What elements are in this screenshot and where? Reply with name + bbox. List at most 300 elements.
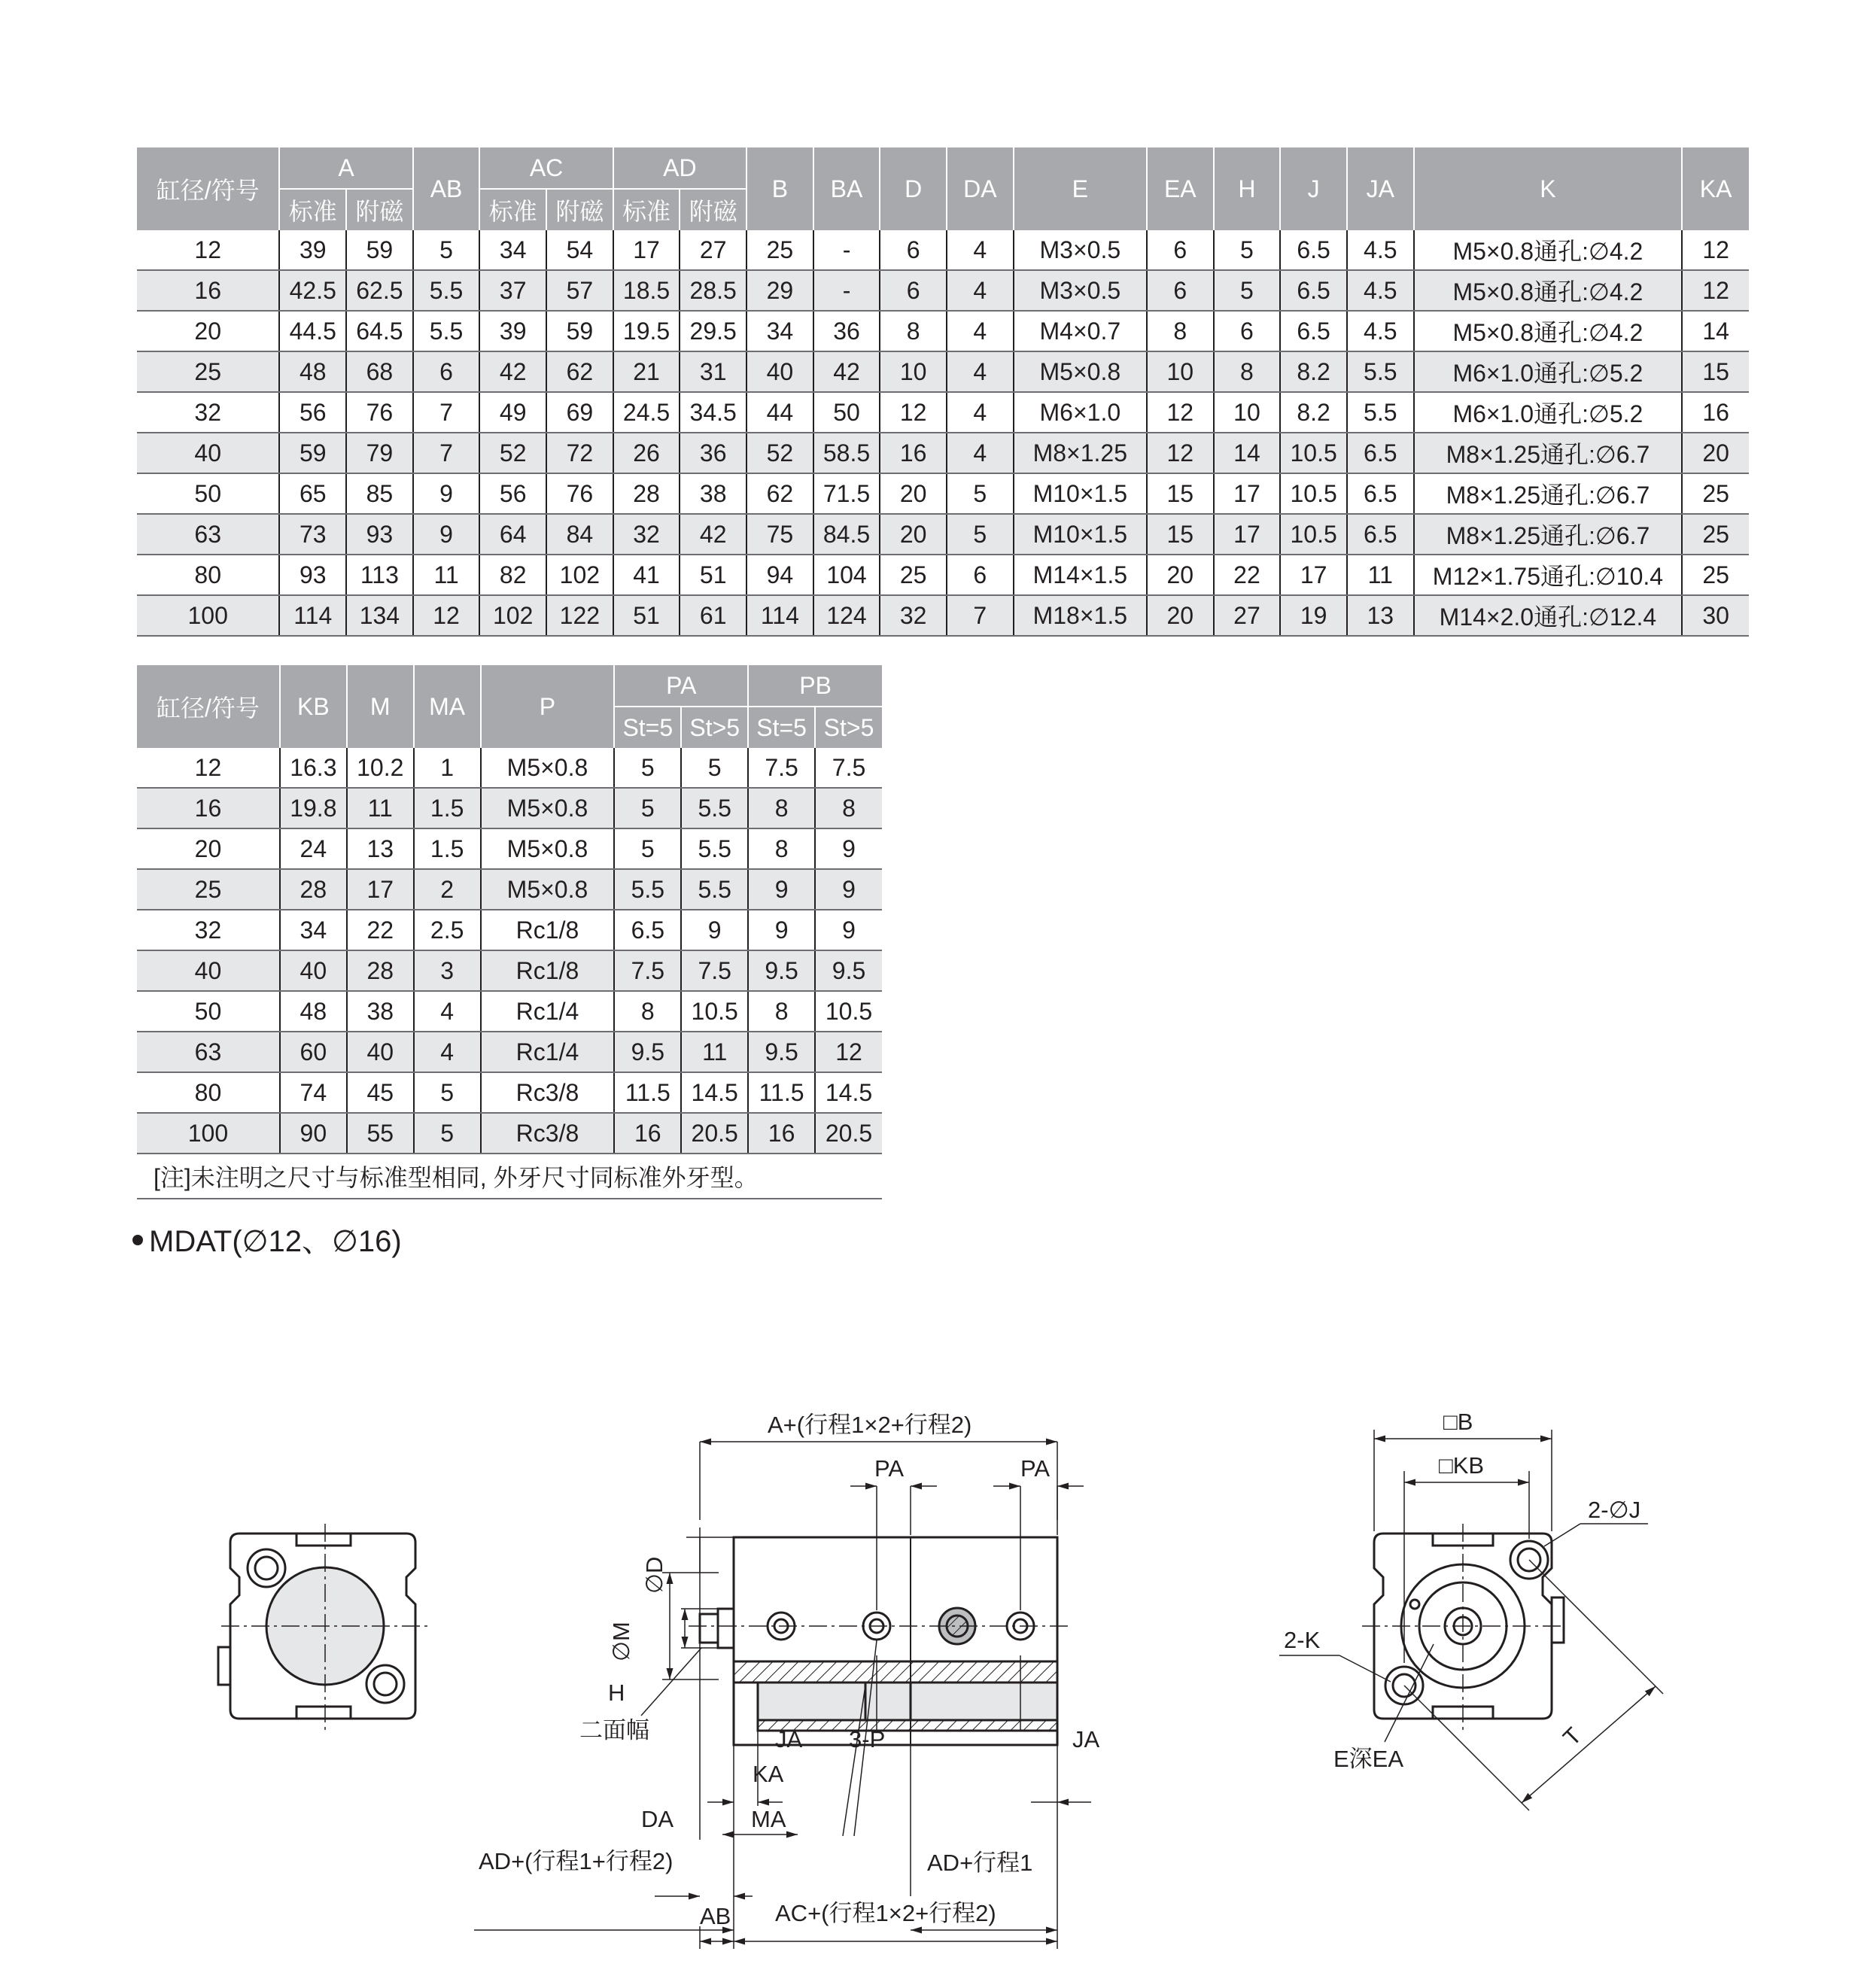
table-cell: M12×1.75通孔:∅10.4 [1414,555,1683,595]
label-ad-left: AD+(行程1+行程2) [479,1848,674,1874]
header-H: H [1214,147,1281,230]
table-cell: 8.2 [1280,351,1347,392]
table-cell: Rc1/8 [481,910,615,950]
table-row [137,595,1749,636]
table-cell: 6.5 [1280,270,1347,311]
table-cell: 5 [614,828,681,869]
table-1-header [137,147,1749,230]
table-cell: 6.5 [1347,433,1414,473]
table-cell: 7.5 [681,950,748,991]
table-row [137,869,882,910]
table-cell: 2.5 [414,910,481,950]
table-cell: 5 [614,788,681,828]
table-row [137,392,1749,433]
table-cell: 7.5 [614,950,681,991]
table-cell: 10 [1214,392,1281,433]
table-cell: 72 [546,433,613,473]
header-A-magnetic: 附磁 [346,189,413,230]
table-cell: 62 [546,351,613,392]
table-cell: 18.5 [613,270,680,311]
table-cell: 84.5 [813,514,880,555]
header-A: A [279,147,412,189]
table-cell: - [813,270,880,311]
bore-cell: 100 [137,1113,280,1154]
table-cell: 28 [613,473,680,514]
table-2-header [137,665,882,748]
table-cell: 6.5 [1280,230,1347,270]
table-cell: 65 [279,473,346,514]
table-cell: 69 [546,392,613,433]
label-kb-square: □KB [1439,1452,1485,1479]
table-cell: 24.5 [613,392,680,433]
table-note: [注]未注明之尺寸与标准型相同, 外牙尺寸同标准外牙型。 [137,1154,882,1199]
label-ma: MA [751,1806,786,1832]
table-cell: 15 [1147,514,1214,555]
table-cell: M5×0.8 [1014,351,1147,392]
label-ad-right: AD+行程1 [927,1850,1033,1876]
label-da: DA [641,1806,674,1832]
table-cell: 5 [414,1072,481,1113]
table-cell: 9.5 [614,1032,681,1072]
table-cell: 13 [1347,595,1414,636]
table-cell: 76 [346,392,413,433]
table-cell: M10×1.5 [1014,473,1147,514]
table-cell: 39 [279,230,346,270]
table-cell: 8 [880,311,947,351]
table-cell: 20.5 [681,1113,748,1154]
cylinder-drawing [0,1400,1867,1988]
table-cell: 5.5 [1347,392,1414,433]
table-cell: 20 [1147,555,1214,595]
table-cell: M5×0.8 [481,828,615,869]
table-cell: 9 [815,869,882,910]
table-cell: M6×1.0通孔:∅5.2 [1414,392,1683,433]
table-cell: 10 [880,351,947,392]
table-cell: 31 [680,351,746,392]
label-holes-k: 2-K [1284,1627,1321,1653]
header-AD: AD [613,147,746,189]
table-cell: 2 [414,869,481,910]
label-ac: AC+(行程1×2+行程2) [775,1900,996,1926]
table-cell: M3×0.5 [1014,270,1147,311]
table-cell: M6×1.0通孔:∅5.2 [1414,351,1683,392]
table-cell: 5.5 [1347,351,1414,392]
table-cell: 21 [613,351,680,392]
header-A-standard: 标准 [279,189,346,230]
table-cell: 93 [346,514,413,555]
table-cell: 6.5 [614,910,681,950]
table-cell: 52 [746,433,813,473]
table-cell: 9 [815,910,882,950]
header-BA: BA [813,147,880,230]
table-row [137,991,882,1032]
table-row [137,1113,882,1154]
table-cell: 12 [1147,392,1214,433]
label-ka: KA [753,1761,784,1787]
label-h: H [608,1679,625,1706]
header-AC: AC [479,147,613,189]
table-cell: 114 [746,595,813,636]
header-AD-standard: 标准 [613,189,680,230]
table-cell: 13 [347,828,414,869]
table-cell: 85 [346,473,413,514]
table-cell: 41 [613,555,680,595]
table-cell: 9 [815,828,882,869]
table-2-body [137,748,882,1154]
label-om: ∅M [608,1622,634,1661]
table-cell: 4 [947,311,1014,351]
table-cell: 11 [1347,555,1414,595]
table-cell: 76 [546,473,613,514]
table-cell: 61 [680,595,746,636]
table-cell: 6.5 [1347,514,1414,555]
dimension-table-2 [137,665,882,1199]
table-row [137,514,1749,555]
table-cell: 14.5 [815,1072,882,1113]
table-row [137,351,1749,392]
table-cell: 32 [613,514,680,555]
table-cell: 17 [1214,473,1281,514]
label-od: ∅D [641,1556,667,1594]
table-cell: 32 [880,595,947,636]
table-cell: 34 [280,910,347,950]
table-cell: 56 [479,473,546,514]
table-cell: 12 [413,595,480,636]
table-cell: M5×0.8 [481,869,615,910]
table-cell: 51 [680,555,746,595]
left-end-view [218,1524,427,1731]
table-cell: 5 [1214,270,1281,311]
label-overall-length: A+(行程1×2+行程2) [768,1412,972,1438]
table-cell: 11 [413,555,480,595]
bore-cell: 20 [137,311,279,351]
table-cell: 25 [1682,473,1749,514]
table-cell: M14×1.5 [1014,555,1147,595]
table-cell: M5×0.8通孔:∅4.2 [1414,311,1683,351]
table-cell: 5 [1214,230,1281,270]
table-cell: 73 [279,514,346,555]
table-cell: 36 [813,311,880,351]
bullet-icon [132,1235,143,1245]
bore-cell: 50 [137,473,279,514]
table-cell: 17 [1214,514,1281,555]
table-cell: 40 [280,950,347,991]
table-cell: 20 [880,514,947,555]
table-cell: 94 [746,555,813,595]
table-cell: 10.5 [815,991,882,1032]
table-cell: 25 [746,230,813,270]
header-P: P [481,665,615,748]
table-cell: 64.5 [346,311,413,351]
table-cell: 11.5 [748,1072,815,1113]
table-cell: 4 [947,270,1014,311]
table-cell: 6.5 [1347,473,1414,514]
bore-cell: 63 [137,1032,280,1072]
table-cell: 6 [1147,270,1214,311]
table-cell: Rc3/8 [481,1113,615,1154]
table-cell: 104 [813,555,880,595]
table-cell: 8 [614,991,681,1032]
table-cell: 6 [1214,311,1281,351]
table-cell: 124 [813,595,880,636]
table-row [137,1032,882,1072]
table-cell: 26 [613,433,680,473]
table-cell: 16 [880,433,947,473]
table-cell: 8 [815,788,882,828]
bore-cell: 100 [137,595,279,636]
table-row [137,950,882,991]
table-cell: Rc1/8 [481,950,615,991]
header-DA: DA [947,147,1014,230]
table-cell: 64 [479,514,546,555]
header-bore: 缸径/符号 [137,147,279,230]
table-cell: 6 [413,351,480,392]
table-cell: 1.5 [414,788,481,828]
table-cell: 49 [479,392,546,433]
table-cell: 56 [279,392,346,433]
table-cell: 8.2 [1280,392,1347,433]
header-PB-st-gt5: St>5 [815,707,882,748]
table-cell: 48 [280,991,347,1032]
table-cell: 12 [815,1032,882,1072]
table-cell: 19 [1280,595,1347,636]
label-holes-j: 2-∅J [1588,1497,1641,1523]
table-cell: 22 [1214,555,1281,595]
header-KA: KA [1682,147,1749,230]
table-cell: 5.5 [681,828,748,869]
section-title-text: MDAT(∅12、∅16) [149,1225,402,1258]
table-cell: 19.5 [613,311,680,351]
table-cell: 9.5 [748,1032,815,1072]
label-flats: 二面幅 [579,1717,649,1743]
table-cell: 37 [479,270,546,311]
bore-cell: 32 [137,910,280,950]
header-AB: AB [413,147,480,230]
table-cell: 5 [947,473,1014,514]
table-cell: 28 [280,869,347,910]
table-cell: 4.5 [1347,270,1414,311]
label-ports: 3-P [849,1726,886,1752]
header-E: E [1014,147,1147,230]
table-cell: 16.3 [280,748,347,788]
table-cell: 79 [346,433,413,473]
label-b-square: □B [1443,1409,1473,1435]
header-J: J [1280,147,1347,230]
table-cell: 9 [681,910,748,950]
table-cell: 12 [1147,433,1214,473]
table-cell: 30 [1682,595,1749,636]
table-cell: 4.5 [1347,311,1414,351]
table-cell: M6×1.0 [1014,392,1147,433]
table-cell: 6 [947,555,1014,595]
table-cell: 44.5 [279,311,346,351]
table-cell: 11 [347,788,414,828]
table-cell: 9.5 [815,950,882,991]
table-cell: 5.5 [614,869,681,910]
table-cell: 9.5 [748,950,815,991]
table-cell: 59 [279,433,346,473]
table-cell: 25 [1682,514,1749,555]
table-cell: 48 [279,351,346,392]
label-t: T [1558,1722,1587,1751]
table-cell: 12 [1682,270,1749,311]
table-cell: 5.5 [413,311,480,351]
table-cell: 44 [746,392,813,433]
table-cell: 20 [1682,433,1749,473]
table-cell: 8 [1214,351,1281,392]
header-PA-st-eq5: St=5 [614,707,681,748]
table-cell: 20.5 [815,1113,882,1154]
table-cell: 5.5 [681,869,748,910]
table-cell: 114 [279,595,346,636]
table-cell: 15 [1147,473,1214,514]
table-cell: 74 [280,1072,347,1113]
table-cell: 5 [414,1113,481,1154]
table-cell: M8×1.25通孔:∅6.7 [1414,433,1683,473]
table-cell: 25 [880,555,947,595]
table-cell: 34 [746,311,813,351]
table-cell: 34.5 [680,392,746,433]
bore-cell: 40 [137,433,279,473]
table-cell: 27 [680,230,746,270]
table-cell: 11 [681,1032,748,1072]
table-cell: 29 [746,270,813,311]
table-row [137,788,882,828]
bore-cell: 16 [137,788,280,828]
header-AD-magnetic: 附磁 [680,189,746,230]
table-cell: 9 [748,869,815,910]
bore-cell: 25 [137,351,279,392]
table-cell: 4 [947,351,1014,392]
table-cell: 9 [413,473,480,514]
table-row [137,910,882,950]
table-cell: M10×1.5 [1014,514,1147,555]
table-cell: 5 [413,230,480,270]
table-cell: 5 [614,748,681,788]
table-cell: 15 [1682,351,1749,392]
table-cell: 28 [347,950,414,991]
table-cell: 12 [1682,230,1749,270]
table-cell: M8×1.25通孔:∅6.7 [1414,514,1683,555]
table-cell: 14 [1214,433,1281,473]
label-pa-left: PA [874,1455,905,1482]
table-row [137,748,882,788]
table-cell: Rc3/8 [481,1072,615,1113]
section-title [132,1217,402,1260]
table-cell: 84 [546,514,613,555]
table-cell: 12 [880,392,947,433]
table-cell: 5.5 [681,788,748,828]
header-D: D [880,147,947,230]
table-row [137,230,1749,270]
table-cell: 10.5 [681,991,748,1032]
table-cell: 8 [1147,311,1214,351]
dimension-table-1 [137,147,1749,637]
table-cell: 19.8 [280,788,347,828]
table-cell: 52 [479,433,546,473]
bore-cell: 80 [137,1072,280,1113]
table-cell: 71.5 [813,473,880,514]
bore-cell: 12 [137,748,280,788]
table-cell: 6.5 [1280,311,1347,351]
bore-cell: 25 [137,869,280,910]
table-cell: 16 [614,1113,681,1154]
table-row [137,270,1749,311]
table-cell: M4×0.7 [1014,311,1147,351]
table-cell: 62 [746,473,813,514]
table-cell: 4 [414,991,481,1032]
table-cell: 50 [813,392,880,433]
table-cell: 38 [347,991,414,1032]
table-cell: 20 [1147,595,1214,636]
table-cell: 57 [546,270,613,311]
table-cell: 17 [347,869,414,910]
table-cell: 134 [346,595,413,636]
table-cell: 16 [748,1113,815,1154]
table-cell: 11.5 [614,1072,681,1113]
table-cell: 7.5 [815,748,882,788]
table-cell: M5×0.8通孔:∅4.2 [1414,230,1683,270]
table-cell: 7 [413,433,480,473]
table-cell: M5×0.8通孔:∅4.2 [1414,270,1683,311]
table-cell: 9 [748,910,815,950]
label-e-depth: E深EA [1333,1746,1404,1772]
table-cell: 90 [280,1113,347,1154]
table-cell: 82 [479,555,546,595]
table-cell: 51 [613,595,680,636]
table-cell: 4 [947,392,1014,433]
table-cell: 8 [748,828,815,869]
table-cell: 4 [414,1032,481,1072]
header-M: M [347,665,414,748]
table-cell: 6 [1147,230,1214,270]
table-cell: 93 [279,555,346,595]
table-row [137,433,1749,473]
table-cell: 4 [947,433,1014,473]
bore-cell: 80 [137,555,279,595]
table-row [137,311,1749,351]
table-cell: 4.5 [1347,230,1414,270]
table-cell: 40 [347,1032,414,1072]
table-cell: 10.5 [1280,473,1347,514]
table-cell: 1 [414,748,481,788]
table-cell: 14.5 [681,1072,748,1113]
bore-cell: 40 [137,950,280,991]
table-cell: 42.5 [279,270,346,311]
table-cell: 68 [346,351,413,392]
table-cell: 4 [947,230,1014,270]
table-cell: 16 [1682,392,1749,433]
table-cell: 55 [347,1113,414,1154]
table-cell: 3 [414,950,481,991]
bore-cell: 20 [137,828,280,869]
table-cell: 22 [347,910,414,950]
table-cell: 17 [613,230,680,270]
table-cell: M14×2.0通孔:∅12.4 [1414,595,1683,636]
table-cell: 5 [947,514,1014,555]
header-bore: 缸径/符号 [137,665,280,748]
table-row [137,828,882,869]
table-cell: 17 [1280,555,1347,595]
table-cell: M5×0.8 [481,788,615,828]
bore-cell: 63 [137,514,279,555]
header-KB: KB [280,665,347,748]
header-EA: EA [1147,147,1214,230]
table-cell: 39 [479,311,546,351]
table-cell: 20 [880,473,947,514]
table-cell: M8×1.25通孔:∅6.7 [1414,473,1683,514]
header-B: B [746,147,813,230]
